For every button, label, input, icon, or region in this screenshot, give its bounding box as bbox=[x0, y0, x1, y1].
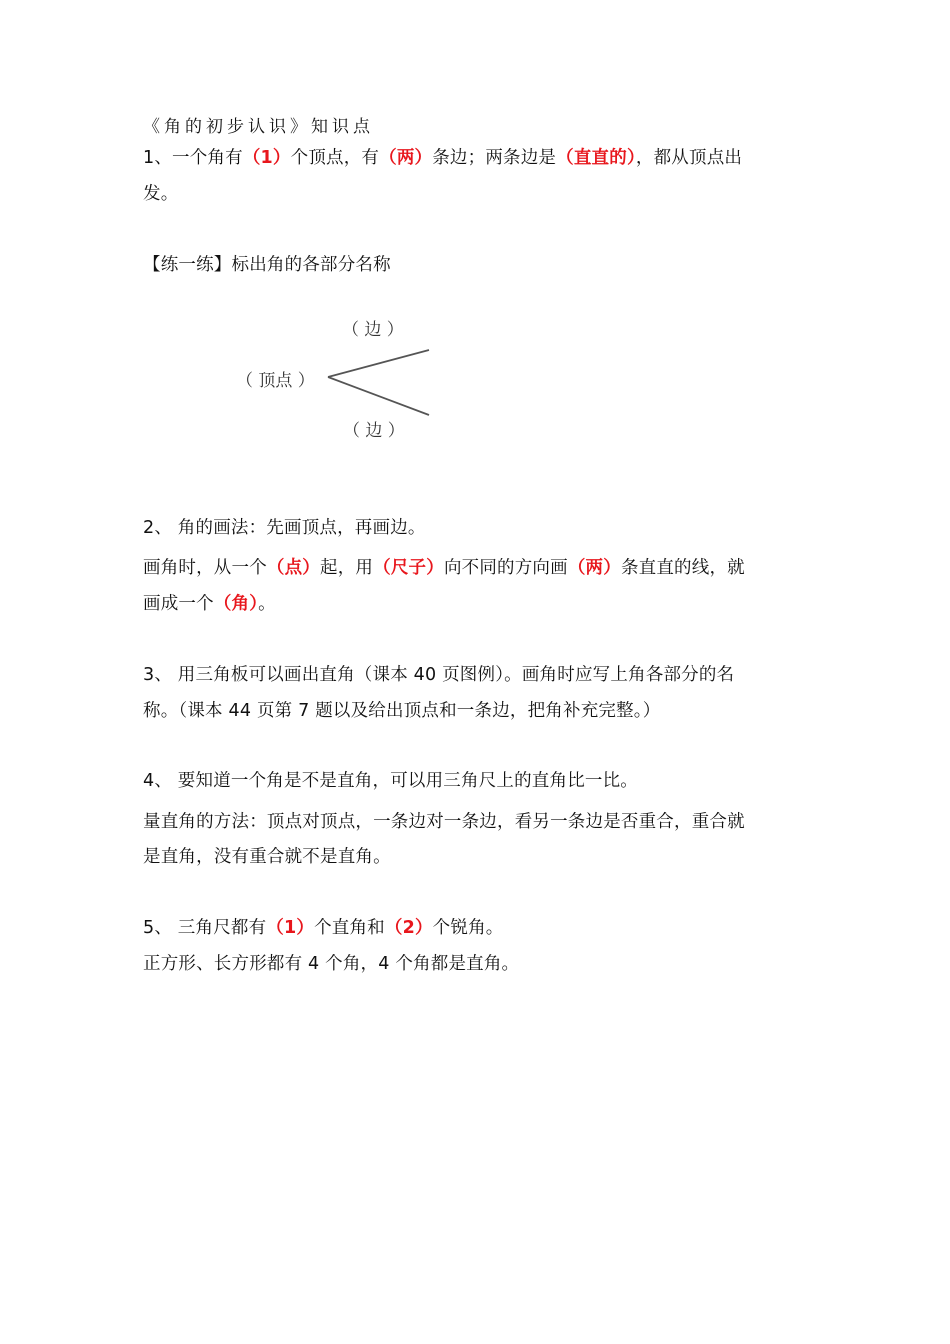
text: 。 bbox=[258, 594, 276, 614]
text: 向不同的方向画 bbox=[443, 558, 568, 578]
point-4-heading: 4、 要知道一个角是不是直角，可以用三角尺上的直角比一比。 bbox=[143, 771, 638, 791]
text: 条边；两条边是 bbox=[432, 148, 557, 168]
text: 起，用 bbox=[320, 558, 374, 578]
angle-upper-side bbox=[328, 350, 429, 377]
point-4-line-2: 是直角，没有重合就不是直角。 bbox=[143, 847, 391, 867]
angle-icon bbox=[322, 345, 432, 420]
answer-acute-angle-count: （2） bbox=[384, 918, 433, 938]
answer-two: （两） bbox=[567, 558, 621, 578]
point-2-line-1 bbox=[143, 556, 745, 580]
answer-side-shape: （直直的） bbox=[556, 148, 636, 168]
point-5-line-1 bbox=[143, 916, 503, 940]
angle-lower-side bbox=[328, 377, 429, 415]
text: 个顶点，有 bbox=[290, 148, 380, 168]
point-1-line-1 bbox=[143, 146, 742, 170]
text: 个直角和 bbox=[314, 918, 385, 938]
point-2-heading: 2、 角的画法：先画顶点，再画边。 bbox=[143, 518, 426, 538]
point-3-line-1: 3、 用三角板可以画出直角（课本 40 页图例）。画角时应写上角各部分的名 bbox=[143, 665, 735, 685]
practice-heading: 【练一练】标出角的各部分名称 bbox=[143, 255, 391, 275]
point-1-line-2: 发。 bbox=[143, 184, 179, 204]
text: 个锐角。 bbox=[432, 918, 504, 938]
answer-angle: （角） bbox=[213, 594, 259, 614]
document-title: 《角的初步认识》知识点 bbox=[143, 117, 374, 137]
answer-side-count: （两） bbox=[379, 148, 433, 168]
answer-ruler: （尺子） bbox=[373, 558, 444, 578]
point-4-line-1: 量直角的方法：顶点对顶点，一条边对一条边，看另一条边是否重合，重合就 bbox=[143, 812, 745, 832]
answer-point: （点） bbox=[266, 558, 321, 578]
vertex-label: （ 顶点 ） bbox=[236, 371, 315, 391]
text: 条直直的线，就 bbox=[620, 558, 745, 578]
bottom-side-label: （ 边 ） bbox=[343, 421, 405, 441]
top-side-label: （ 边 ） bbox=[342, 320, 404, 340]
text: 1、一个角有 bbox=[143, 148, 243, 168]
text: 画角时，从一个 bbox=[143, 558, 267, 578]
point-3-line-2: 称。（课本 44 页第 7 题以及给出顶点和一条边，把角补充完整。） bbox=[143, 701, 661, 721]
answer-vertex-count: （1） bbox=[242, 148, 291, 168]
point-5-line-2: 正方形、长方形都有 4 个角，4 个角都是直角。 bbox=[143, 954, 520, 974]
answer-right-angle-count: （1） bbox=[266, 918, 315, 938]
text: ，都从顶点出 bbox=[635, 148, 743, 168]
text: 画成一个 bbox=[143, 594, 214, 614]
point-2-line-2 bbox=[143, 592, 276, 616]
text: 5、 三角尺都有 bbox=[143, 918, 267, 938]
